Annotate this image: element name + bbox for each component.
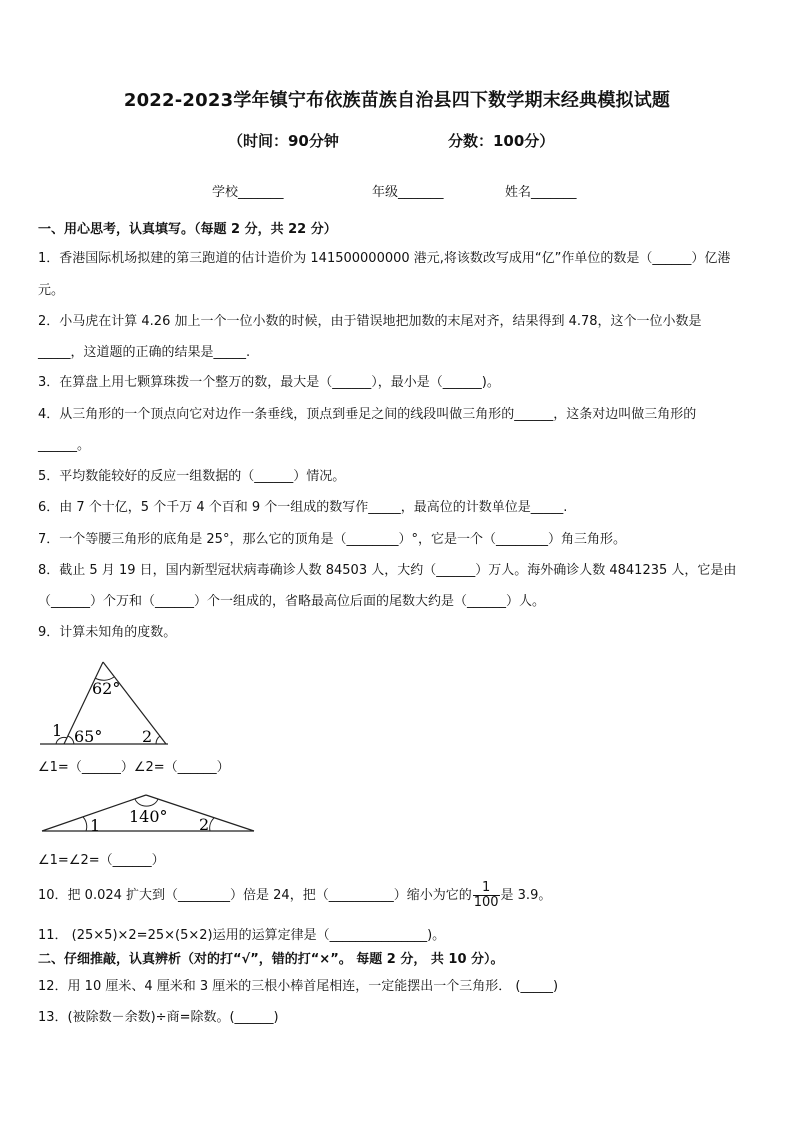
figure-1-base-angle: 65° (74, 727, 103, 746)
question-9-answer-1: ∠1=（______）∠2=（______） (38, 760, 230, 775)
exam-title: 2022-2023学年镇宁布依族苗族自治县四下数学期末经典模拟试题 (123, 90, 671, 111)
question-9-answer-2: ∠1=∠2=（______） (38, 853, 165, 868)
section-2-heading: 二、仔细推敲，认真辨析（对的打“√”，错的打“×”。 每题 2 分， 共 10 分）。 (38, 952, 504, 967)
figure-2-label-1: 1 (90, 816, 101, 835)
question-11: 11． (25×5)×2=25×(5×2)运用的运算定律是（_______________)。 (38, 928, 446, 943)
name-field: 姓名_______ (505, 185, 577, 200)
figure-2-label-2: 2 (199, 815, 210, 834)
question-10 (38, 880, 754, 912)
question-5: 5．平均数能较好的反应一组数据的（______）情况。 (38, 469, 346, 484)
fraction-one-hundredth (473, 881, 500, 910)
figure-1-right-side (103, 662, 166, 744)
question-12: 12．用 10 厘米、4 厘米和 3 厘米的三根小棒首尾相连，一定能摆出一个三角形． (_____) (38, 979, 559, 994)
question-3: 3．在算盘上用七颗算珠拨一个整万的数，最大是（______），最小是（______)。 (38, 375, 500, 390)
question-6: 6．由 7 个十亿，5 个千万 4 个百和 9 个一组成的数写作_____，最高位的计数单位是_____. (38, 500, 568, 515)
figure-1-right-arc (156, 736, 160, 744)
question-2-line-2: _____，这道题的正确的结果是_____. (38, 345, 251, 360)
figure-2-right-arc (210, 818, 214, 831)
time-limit: （时间：90分钟 (228, 132, 339, 150)
question-8-line-1: 8．截止 5 月 19 日，国内新型冠状病毒确诊人数 84503 人，大约（______）万人。海外确诊人数 4841235 人，它是由 (38, 563, 737, 578)
grade-field: 年级_______ (372, 185, 444, 200)
fraction-numerator: 1 (473, 881, 500, 896)
question-13: 13．(被除数－余数)÷商=除数。(______) (38, 1010, 279, 1025)
figure-2-top-arc (135, 799, 158, 806)
question-2-line-1: 2．小马虎在计算 4.26 加上一个一位小数的时候，由于错误地把加数的末尾对齐，结果得到 4.78，这个一位小数是 (38, 314, 702, 329)
figure-1-top-angle: 62° (92, 679, 121, 698)
section-1-heading: 一、用心思考，认真填写。（每题 2 分，共 22 分） (38, 222, 337, 237)
school-field: 学校_______ (212, 185, 284, 200)
question-10-text-2: 是 3.9。 (500, 888, 552, 903)
question-10-text-1: 10．把 0.024 扩大到（________）倍是 24，把（__________）缩小为它的 (38, 888, 472, 903)
figure-1-label-2: 2 (142, 727, 153, 746)
figure-1-label-1: 1 (52, 721, 63, 740)
question-9: 9．计算未知角的度数。 (38, 625, 177, 640)
total-score: 分数：100分） (448, 132, 555, 150)
question-1-line-2: 元。 (38, 283, 65, 298)
question-4-line-2: ______。 (38, 438, 91, 453)
question-4-line-1: 4．从三角形的一个顶点向它对边作一条垂线，顶点到垂足之间的线段叫做三角形的______，这条对边叫做三角形的 (38, 407, 697, 422)
question-1-line-1: 1．香港国际机场拟建的第三跑道的估计造价为 141500000000 港元,将该数改写成用“亿”作单位的数是（______）亿港 (38, 251, 731, 266)
figure-2-top-angle: 140° (129, 807, 168, 826)
fraction-denominator: 100 (473, 895, 499, 910)
question-7: 7．一个等腰三角形的底角是 25°，那么它的顶角是（________）°，它是一个（________）角三角形。 (38, 532, 626, 547)
triangle-figure-1 (36, 656, 176, 750)
figure-2-left-arc (83, 817, 87, 831)
question-8-line-2: （______）个万和（______）个一组成的，省略最高位后面的尾数大约是（______）人。 (38, 594, 546, 609)
triangle-figure-2 (38, 789, 260, 837)
